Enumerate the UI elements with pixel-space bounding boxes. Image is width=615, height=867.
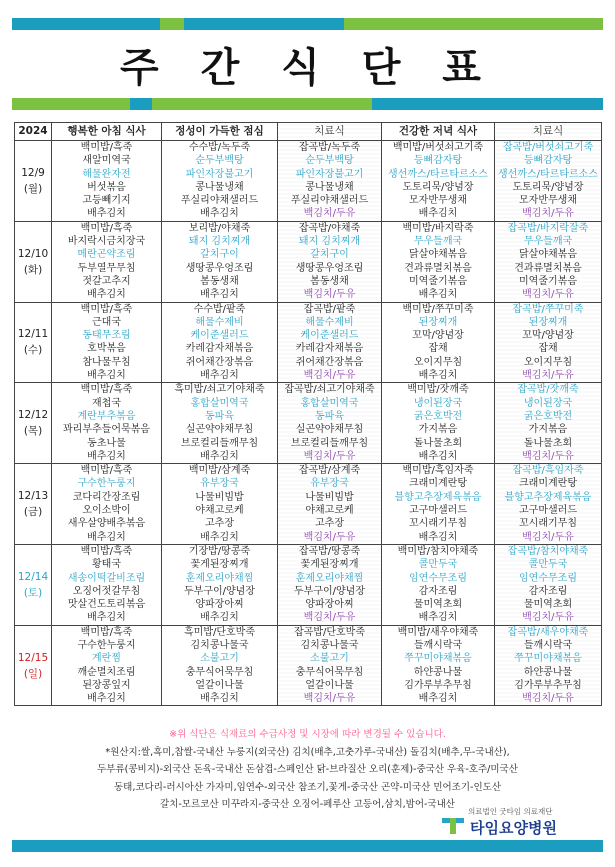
menu-item: 소불고기 xyxy=(200,653,239,665)
menu-item: 배추김치 xyxy=(200,612,239,624)
menu-item: 실곤약야채무침 xyxy=(295,424,364,436)
notes-section xyxy=(14,726,601,814)
menu-item: 모자반무생채 xyxy=(519,195,577,207)
menu-item: 된장콩잎지 xyxy=(82,679,131,691)
hospital-cross-icon xyxy=(440,815,466,835)
menu-item: 두부열무무침 xyxy=(77,262,136,274)
menu-item: 백미밥/버섯쇠고기죽 xyxy=(392,142,484,153)
menu-item: 콩나물냉채 xyxy=(305,181,354,193)
menu-item: 백김치/두유 xyxy=(522,450,574,462)
menu-item: 배추김치 xyxy=(418,289,458,301)
menu-item: 잡곡밥/바지락잘죽 xyxy=(507,222,589,234)
day-date: 12/15 xyxy=(17,651,49,664)
menu-item: 양파장아찌 xyxy=(305,599,354,611)
top-color-band xyxy=(12,18,603,30)
menu-item: 꽃게된장찌개 xyxy=(300,559,359,571)
menu-item: 잡채 xyxy=(428,343,448,355)
meal-cell-lunch xyxy=(162,221,278,302)
menu-item: 백미밥/삼계죽 xyxy=(188,465,251,477)
menu-item: 구수한누룽지 xyxy=(77,639,136,651)
menu-item: 백김치/두유 xyxy=(303,370,356,382)
menu-item: 된장찌개 xyxy=(528,316,568,328)
meal-cell-breakfast xyxy=(52,625,162,706)
menu-item: 하얀콩나물 xyxy=(413,666,463,678)
menu-item: 백미밥/흑임자죽 xyxy=(402,465,474,477)
day-date: 12/12 xyxy=(17,409,49,422)
menu-item: 백미밥/쭈꾸미죽 xyxy=(402,303,474,315)
day-cell xyxy=(15,221,52,302)
menu-item: 황태국 xyxy=(92,559,121,571)
menu-item: 백김치/두유 xyxy=(303,531,356,543)
menu-item: 백미밥/흑죽 xyxy=(80,626,133,638)
menu-item: 백미밥/흑죽 xyxy=(80,384,133,396)
origin-note-3: 동태,코다리-러시아산 가자미,임연수-외국산 참조기,꽃게-중국산 곤약-미국산 민어조기-인도산 xyxy=(113,781,501,793)
table-row xyxy=(15,221,602,302)
menu-item: 유부장국 xyxy=(200,478,239,490)
menu-item: 닭살야채볶음 xyxy=(409,249,467,261)
menu-item: 새송이떡갈비조림 xyxy=(67,572,146,584)
day-cell xyxy=(15,141,52,222)
menu-item: 잡곡밥/땅콩죽 xyxy=(298,545,361,557)
menu-item: 고구마샐러드 xyxy=(519,505,577,517)
menu-item: 백김치/두유 xyxy=(522,612,574,624)
menu-item: 닭살야채볶음 xyxy=(519,249,577,261)
day-date: 12/9 xyxy=(21,166,45,179)
menu-item: 백미밥/흑죽 xyxy=(80,303,133,315)
meal-cell-breakfast xyxy=(52,544,162,625)
menu-item: 나물비빔밥 xyxy=(195,491,244,503)
menu-item: 야채고로케 xyxy=(305,505,354,517)
menu-item: 젓갈고추지 xyxy=(82,275,131,287)
menu-item: 꽃게된장찌개 xyxy=(190,559,249,571)
origin-note-2: 두부류(콩비지)-외국산 돈육-국내산 돈삼겹-스페인산 닭-브라질산 오리(훈제)-중국산 우육-호주/미국산 xyxy=(97,764,518,775)
header-therapy-lunch: 치료식 xyxy=(278,123,382,141)
table-row xyxy=(15,625,602,706)
menu-item: 생땅콩우엉조림 xyxy=(185,262,254,274)
menu-item: 흑미밥/단호박죽 xyxy=(184,626,255,638)
menu-item: 배추김치 xyxy=(418,208,458,220)
menu-item: 백김치/두유 xyxy=(522,208,574,220)
origin-note-4: 갈치-모르코산 미꾸라지-중국산 오징어-페루산 고등어,삼치,밤어-국내산 xyxy=(160,799,455,810)
menu-item: 파인자장불고기 xyxy=(185,168,254,180)
menu-item: 블향고추장제육볶음 xyxy=(394,491,482,503)
menu-item: 배추김치 xyxy=(200,208,239,220)
menu-item: 깨순멸치조림 xyxy=(77,666,136,678)
menu-item: 임연수무조림 xyxy=(519,572,577,584)
menu-item: 푸실리야채샐러드 xyxy=(180,195,259,207)
menu-item: 홍합살미역국 xyxy=(190,397,249,409)
menu-item: 잡곡밥/쭈꾸미죽 xyxy=(512,303,584,315)
day-date: 12/11 xyxy=(17,328,49,341)
menu-item: 꽈리부추들어묵볶음 xyxy=(63,424,150,436)
menu-item: 참나물무침 xyxy=(82,356,131,368)
meal-cell-dinner xyxy=(382,464,495,545)
menu-item: 잡곡밥/버섯쇠고기죽 xyxy=(502,142,594,153)
menu-item: 크래미계란탕 xyxy=(409,478,467,490)
menu-item: 순두부백탕 xyxy=(195,155,244,167)
menu-item: 돌나물초회 xyxy=(523,437,573,449)
menu-item: 굵은호박전 xyxy=(413,410,463,422)
menu-item: 등뼈감자탕 xyxy=(523,155,573,167)
menu-item: 오이소박이 xyxy=(82,505,131,517)
menu-item: 케이준샐러드 xyxy=(300,330,359,342)
menu-item: 맛살건도토리볶음 xyxy=(67,599,146,611)
menu-item: 나물비빔밥 xyxy=(305,491,354,503)
meal-cell-therapy-lunch xyxy=(278,464,382,545)
menu-item: 백김치/두유 xyxy=(522,289,574,301)
origin-note-1: *원산지:쌀,흑미,찹쌀-국내산 누룽지(외국산) 김치(배추,고춧가루-국내산) 돌김치(배추,무-국내산), xyxy=(105,746,510,758)
meal-cell-lunch xyxy=(162,302,278,383)
day-weekday: (금) xyxy=(23,506,43,519)
menu-item: 배추김치 xyxy=(87,612,126,624)
menu-item: 배추김치 xyxy=(418,370,458,382)
meal-cell-dinner xyxy=(382,544,495,625)
menu-item: 코다리간장조림 xyxy=(72,491,141,503)
logo-tagline: 의료법인 굿타임 의료재단 xyxy=(468,807,553,816)
day-cell xyxy=(15,302,52,383)
meal-cell-therapy-dinner xyxy=(495,141,602,222)
menu-item: 백미밥/흑죽 xyxy=(80,545,133,557)
day-weekday: (화) xyxy=(23,263,43,276)
menu-item: 양파장아찌 xyxy=(195,599,244,611)
day-weekday: (월) xyxy=(23,182,43,195)
menu-item: 계란찜 xyxy=(92,653,121,665)
menu-item: 등뼈감자탕 xyxy=(413,155,463,167)
menu-item: 보리밥/야채죽 xyxy=(188,222,251,234)
menu-item: 배추김치 xyxy=(418,450,458,462)
menu-item: 동태무조림 xyxy=(82,330,131,342)
menu-item: 냉이된장국 xyxy=(413,397,463,409)
menu-item: 배추김치 xyxy=(200,289,239,301)
menu-item: 들깨시락국 xyxy=(523,639,573,651)
day-date: 12/14 xyxy=(17,570,49,583)
day-weekday: (토) xyxy=(23,586,43,599)
menu-item: 잡곡밥/잣깨죽 xyxy=(517,384,579,396)
menu-item: 잡곡밥/새우야채죽 xyxy=(507,626,589,638)
menu-item: 오징어젓갈무침 xyxy=(72,585,141,597)
menu-item: 기장밥/땅콩죽 xyxy=(188,545,251,557)
meal-cell-breakfast xyxy=(52,302,162,383)
menu-item: 임연수무조림 xyxy=(409,572,467,584)
meal-cell-lunch xyxy=(162,383,278,464)
meal-cell-dinner xyxy=(382,625,495,706)
menu-item: 생선까스/타르타르소스 xyxy=(498,168,598,180)
meal-cell-dinner xyxy=(382,383,495,464)
menu-item: 백미밥/흑죽 xyxy=(80,465,133,477)
menu-item: 감자조림 xyxy=(528,585,568,597)
menu-item: 훈제오리야채찜 xyxy=(185,572,254,584)
menu-item: 고추장 xyxy=(205,518,234,530)
menu-item: 가지볶음 xyxy=(528,424,568,436)
menu-item: 근대국 xyxy=(92,316,121,328)
menu-item: 수수밥/녹두죽 xyxy=(188,142,251,153)
menu-item: 꼬시래기무침 xyxy=(519,518,577,530)
menu-item: 콩나물냉채 xyxy=(195,181,244,193)
menu-item: 흑미밥/쇠고기야채죽 xyxy=(174,384,265,396)
day-weekday: (수) xyxy=(23,344,43,357)
table-row xyxy=(15,383,602,464)
menu-item: 배추김치 xyxy=(418,531,458,543)
menu-item: 미역줄기볶음 xyxy=(519,275,577,287)
menu-item: 백김치/두유 xyxy=(522,370,574,382)
menu-item: 김치콩나물국 xyxy=(190,639,249,651)
table-row xyxy=(15,464,602,545)
menu-item: 계란부추볶음 xyxy=(77,410,136,422)
header-therapy-dinner: 치료식 xyxy=(495,123,602,141)
change-notice: ※위 식단은 식재료의 수급사정 및 시장에 따라 변경될 수 있습니다. xyxy=(169,729,446,740)
menu-item: 봄동생채 xyxy=(200,275,239,287)
menu-item: 두부구이/양념장 xyxy=(184,585,255,597)
menu-item: 수수밥/팥죽 xyxy=(193,303,246,315)
meal-cell-therapy-lunch xyxy=(278,302,382,383)
menu-item: 브로컬리들깨무침 xyxy=(290,437,369,449)
header-year: 2024 xyxy=(15,123,52,141)
menu-item: 배추김치 xyxy=(87,693,126,705)
menu-item: 생땅콩우엉조림 xyxy=(295,262,364,274)
day-cell xyxy=(15,383,52,464)
menu-item: 배추김치 xyxy=(87,289,126,301)
menu-item: 배추김치 xyxy=(418,693,458,705)
menu-item: 무우들깨국 xyxy=(413,236,463,248)
menu-item: 백김치/두유 xyxy=(522,693,574,705)
meal-cell-therapy-dinner xyxy=(495,383,602,464)
menu-item: 배추김치 xyxy=(200,693,239,705)
header-lunch: 정성이 가득한 점심 xyxy=(162,123,278,141)
menu-item: 백미밥/새우야채죽 xyxy=(397,626,479,638)
hospital-logo xyxy=(440,806,600,836)
menu-item: 잡곡밥/쇠고기야채죽 xyxy=(284,384,375,396)
menu-item: 버섯볶음 xyxy=(87,181,126,193)
menu-item: 김치콩나물국 xyxy=(300,639,359,651)
day-cell xyxy=(15,625,52,706)
meal-cell-lunch xyxy=(162,544,278,625)
day-cell xyxy=(15,544,52,625)
menu-item: 해물수제비 xyxy=(305,316,354,328)
menu-item: 얼갈이나물 xyxy=(305,679,354,691)
menu-item: 야채고로케 xyxy=(195,505,244,517)
menu-item: 견과류멸치볶음 xyxy=(514,262,582,274)
menu-item: 봄동생채 xyxy=(310,275,349,287)
menu-item: 유부장국 xyxy=(310,478,349,490)
menu-item: 동초나물 xyxy=(87,437,126,449)
menu-item: 새우살양배추볶음 xyxy=(67,518,146,530)
day-date: 12/10 xyxy=(17,247,49,260)
menu-item: 백김치/두유 xyxy=(303,289,356,301)
meal-cell-breakfast xyxy=(52,383,162,464)
menu-item: 잡곡밥/참치야채죽 xyxy=(507,545,589,557)
menu-item: 충무식어묵무침 xyxy=(185,666,254,678)
menu-item: 백김치/두유 xyxy=(303,693,356,705)
menu-item: 물미역초회 xyxy=(523,599,573,611)
menu-item: 카레감자채볶음 xyxy=(295,343,364,355)
menu-item: 돌나물초회 xyxy=(413,437,463,449)
meal-cell-dinner xyxy=(382,141,495,222)
meal-cell-therapy-dinner xyxy=(495,625,602,706)
meal-cell-therapy-dinner xyxy=(495,221,602,302)
menu-item: 김가루부추무침 xyxy=(404,679,472,691)
menu-item: 훈제오리야채찜 xyxy=(295,572,364,584)
menu-item: 해물완자전 xyxy=(82,168,131,180)
menu-item: 재첩국 xyxy=(92,397,121,409)
menu-item: 무우들깨국 xyxy=(523,236,573,248)
menu-item: 꼬막/양념장 xyxy=(412,330,464,342)
menu-item: 크래미계란탕 xyxy=(519,478,577,490)
table-row xyxy=(15,302,602,383)
meal-cell-lunch xyxy=(162,141,278,222)
meal-cell-breakfast xyxy=(52,464,162,545)
meal-cell-therapy-dinner xyxy=(495,464,602,545)
meal-cell-breakfast xyxy=(52,221,162,302)
menu-item: 쭈꾸미야채볶음 xyxy=(514,653,582,665)
menu-item: 백김치/두유 xyxy=(303,208,356,220)
header-breakfast: 행복한 아침 식사 xyxy=(52,123,162,141)
meal-cell-dinner xyxy=(382,221,495,302)
menu-item: 푸실리야채샐러드 xyxy=(290,195,369,207)
menu-item: 들깨시락국 xyxy=(413,639,463,651)
menu-item: 백김치/두유 xyxy=(303,450,356,462)
menu-item: 쥐어채간장볶음 xyxy=(185,356,254,368)
menu-item: 소불고기 xyxy=(310,653,349,665)
header-dinner: 건강한 저녁 식사 xyxy=(382,123,495,141)
menu-item: 잡곡밥/야채죽 xyxy=(298,222,361,234)
menu-item: 미역줄기볶음 xyxy=(409,275,467,287)
menu-item: 된장찌개 xyxy=(418,316,458,328)
menu-item: 오이지무침 xyxy=(523,356,573,368)
menu-item: 잡곡밥/팥죽 xyxy=(303,303,356,315)
menu-item: 백미밥/잣깨죽 xyxy=(407,384,469,396)
menu-item: 콜만두국 xyxy=(418,559,458,571)
menu-item: 잡곡밥/단호박죽 xyxy=(294,626,365,638)
day-weekday: (목) xyxy=(23,425,43,438)
meal-cell-therapy-lunch xyxy=(278,141,382,222)
logo-name: 타임요양병원 xyxy=(470,819,557,837)
meal-cell-therapy-lunch xyxy=(278,625,382,706)
menu-item: 얼갈이나물 xyxy=(195,679,244,691)
menu-item: 잡곡밥/녹두죽 xyxy=(298,142,361,153)
menu-item: 동파육 xyxy=(205,410,234,422)
table-header-row xyxy=(15,123,602,141)
menu-item: 메란곤약조림 xyxy=(77,249,136,261)
menu-item: 배추김치 xyxy=(87,208,126,220)
menu-item: 백김치/두유 xyxy=(522,531,574,543)
menu-item: 굵은호박전 xyxy=(523,410,573,422)
menu-item: 꼬시래기무침 xyxy=(409,518,467,530)
menu-item: 잡채 xyxy=(538,343,558,355)
menu-item: 새알미역국 xyxy=(82,155,131,167)
menu-item: 냉이된장국 xyxy=(523,397,573,409)
menu-item: 순두부백탕 xyxy=(305,155,354,167)
menu-item: 백미밥/흑죽 xyxy=(80,142,133,153)
menu-item: 블향고추장제육볶음 xyxy=(504,491,592,503)
menu-item: 돼지 김치찌개 xyxy=(298,236,361,248)
menu-item: 백김치/두유 xyxy=(303,612,356,624)
day-weekday: (일) xyxy=(23,667,43,680)
meal-cell-breakfast xyxy=(52,141,162,222)
table-row xyxy=(15,544,602,625)
menu-item: 김가루부추무침 xyxy=(514,679,582,691)
menu-item: 돼지 김치찌개 xyxy=(188,236,251,248)
bottom-color-band xyxy=(12,840,603,852)
menu-item: 꼬막/양념장 xyxy=(522,330,574,342)
menu-item: 케이준샐러드 xyxy=(190,330,249,342)
menu-item: 도토리묵/양념장 xyxy=(402,181,474,193)
menu-item: 배추김치 xyxy=(200,370,239,382)
menu-item: 구수한누룽지 xyxy=(77,478,136,490)
day-cell xyxy=(15,464,52,545)
menu-item: 생선까스/타르타르소스 xyxy=(388,168,488,180)
title-underline-band xyxy=(12,98,603,110)
menu-item: 고추장 xyxy=(315,518,344,530)
menu-item: 가지볶음 xyxy=(418,424,458,436)
menu-item: 배추김치 xyxy=(87,450,126,462)
menu-item: 배추김치 xyxy=(418,612,458,624)
menu-item: 브로컬리들깨무침 xyxy=(180,437,259,449)
menu-item: 고구마샐러드 xyxy=(409,505,467,517)
menu-item: 갈치구이 xyxy=(200,249,239,261)
menu-item: 갈치구이 xyxy=(310,249,349,261)
table-row xyxy=(15,141,602,222)
meal-cell-therapy-dinner xyxy=(495,302,602,383)
menu-item: 배추김치 xyxy=(87,531,126,543)
menu-item: 배추김치 xyxy=(200,450,239,462)
meal-cell-lunch xyxy=(162,464,278,545)
menu-item: 도토리묵/양념장 xyxy=(512,181,584,193)
menu-table xyxy=(14,122,602,706)
menu-item: 물미역초회 xyxy=(413,599,463,611)
menu-item: 모자반무생채 xyxy=(409,195,467,207)
menu-item: 호박볶음 xyxy=(87,343,126,355)
menu-item: 견과류멸치볶음 xyxy=(404,262,472,274)
menu-item: 잡곡밥/흑임자죽 xyxy=(512,465,584,477)
menu-item: 카레감자채볶음 xyxy=(185,343,254,355)
day-date: 12/13 xyxy=(17,490,49,503)
menu-item: 홍합살미역국 xyxy=(300,397,359,409)
menu-item: 백미밥/바지락죽 xyxy=(402,222,474,234)
meal-cell-therapy-lunch xyxy=(278,383,382,464)
menu-item: 백미밥/흑죽 xyxy=(80,222,133,234)
menu-item: 배추김치 xyxy=(87,370,126,382)
menu-item: 바지락시금치장국 xyxy=(67,236,146,248)
menu-item: 콜만두국 xyxy=(528,559,568,571)
meal-cell-therapy-lunch xyxy=(278,544,382,625)
menu-item: 잡곡밥/삼계죽 xyxy=(298,465,361,477)
menu-item: 배추김치 xyxy=(200,531,239,543)
menu-item: 실곤약야채무침 xyxy=(185,424,254,436)
menu-item: 고등빼기지 xyxy=(82,195,131,207)
page-title: 주 간 식 단 표 xyxy=(120,45,495,91)
menu-item: 파인자장불고기 xyxy=(295,168,364,180)
menu-item: 해물수제비 xyxy=(195,316,244,328)
menu-item: 백미밥/참치야채죽 xyxy=(397,545,479,557)
menu-item: 쭈꾸미야채볶음 xyxy=(404,653,472,665)
menu-item: 하얀콩나물 xyxy=(523,666,573,678)
menu-item: 충무식어묵무침 xyxy=(295,666,364,678)
menu-item: 두부구이/양념장 xyxy=(294,585,365,597)
meal-cell-lunch xyxy=(162,625,278,706)
menu-item: 동파육 xyxy=(315,410,344,422)
menu-item: 오이지무침 xyxy=(413,356,463,368)
menu-item: 감자조림 xyxy=(418,585,458,597)
meal-cell-dinner xyxy=(382,302,495,383)
meal-cell-therapy-dinner xyxy=(495,544,602,625)
menu-item: 쥐어채간장볶음 xyxy=(295,356,364,368)
meal-cell-therapy-lunch xyxy=(278,221,382,302)
